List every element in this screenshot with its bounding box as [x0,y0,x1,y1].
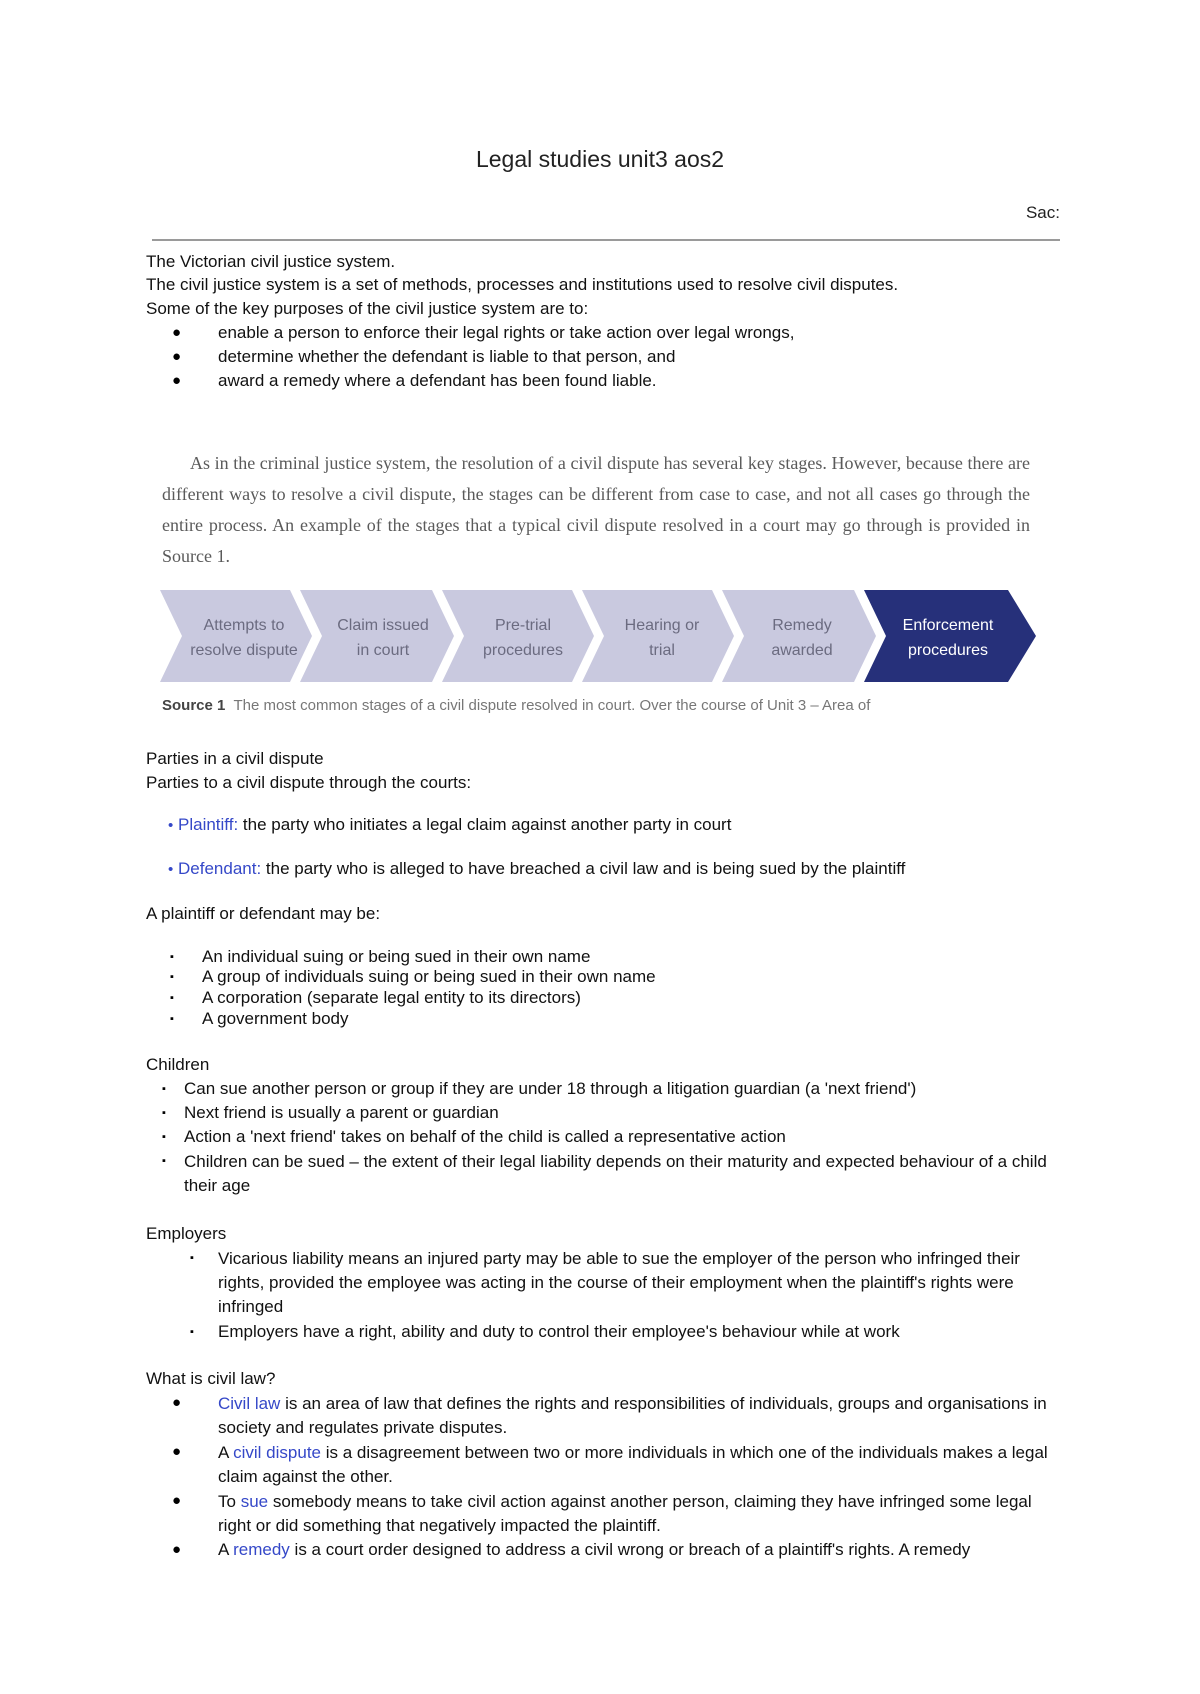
excerpt-paragraph: As in the criminal justice system, the resolution of a civil dispute has several key stages. However, because there are different ways to resolve a civil dispute, the stages can be different from case to case, and not all cases go through the entire process. An example of the stages that a typical civil dispute resolved in a court may go through is provided in Source 1. [162,453,1030,566]
stage-5-chevron [722,590,876,682]
bullet-square-icon: ▪ [170,1013,174,1025]
employers-item: Vicarious liability means an injured party may be able to sue the employer of the person who infringed their rights, provided the employee was acting in the course of their employment when the plaintiff's rights were infringed [218,1249,1020,1316]
purpose-item: award a remedy where a defendant has been found liable. [218,371,657,390]
civil-justice-definition: The civil justice system is a set of methods, processes and institutions used to resolve civil disputes. [146,275,899,294]
plaintiff-term: Plaintiff: [178,815,239,834]
bullet-dot-icon: • [168,861,174,878]
bullet-dot-icon: ● [172,1492,182,1509]
defendant-term: Defendant: [178,859,262,878]
parties-heading: Parties in a civil dispute [146,749,324,768]
bullet-square-icon: ▪ [162,1107,166,1119]
remedy-term: remedy [233,1540,290,1559]
party-type-item: A government body [202,1009,349,1028]
bullet-square-icon: ▪ [170,971,174,983]
party-type-item: A corporation (separate legal entity to its directors) [202,988,581,1007]
bullet-square-icon: ▪ [190,1252,194,1264]
children-item: Action a 'next friend' takes on behalf of the child is called a representative action [184,1127,786,1146]
bullet-dot-icon: ● [172,1541,182,1558]
bullet-dot-icon: ● [172,348,182,365]
purpose-item: enable a person to enforce their legal rights or take action over legal wrongs, [218,323,795,342]
civil-dispute-item [218,1441,1064,1489]
employers-item: Employers have a right, ability and duty to control their employee's behaviour while at work [218,1322,900,1341]
stage-3-label-a: Pre-trial [494,617,552,634]
stage-6-label-a: Enforcement [902,617,994,634]
stage-1-label-b: resolve dispute [190,642,298,659]
stage-4 [582,590,734,682]
defendant-item [168,858,905,881]
purposes-intro: Some of the key purposes of the civil justice system are to: [146,299,589,318]
stage-1 [160,590,312,682]
bullet-dot-icon: ● [172,1394,182,1411]
bullet-square-icon: ▪ [170,992,174,1004]
stage-6 [864,590,1036,682]
party-type-item: An individual suing or being sued in their own name [202,947,591,966]
textbook-excerpt [162,448,1030,572]
stage-6-label-b: procedures [907,642,989,659]
stage-4-label-b: trial [649,642,675,659]
bullet-dot-icon: • [168,817,174,834]
item-rest: is a disagreement between two or more individuals in which one of the individuals makes a legal claim against the other. [218,1443,1048,1486]
stage-3-label-b: procedures [482,642,564,659]
item-prefix: To [218,1492,241,1511]
stage-2-label-a: Claim issued [337,617,429,634]
sue-item [218,1490,1064,1538]
item-rest: somebody means to take civil action against another person, claiming they have infringed some legal right or did something that negatively impacted the plaintiff. [218,1492,1032,1535]
stage-6-chevron [864,590,1036,682]
item-rest: is an area of law that defines the rights and responsibilities of individuals, groups and organisations in society and regulates private disputes. [218,1394,1047,1437]
stage-4-label-a: Hearing or [624,617,700,634]
bullet-square-icon: ▪ [190,1326,194,1338]
bullet-square-icon: ▪ [162,1131,166,1143]
document-title: Legal studies unit3 aos2 [475,146,725,172]
civil-law-item [218,1392,1064,1440]
header-divider [152,239,1060,241]
plaintiff-item [168,814,731,837]
stage-4-chevron [582,590,734,682]
caption-label: Source 1 [162,697,226,714]
source-caption [162,697,870,714]
party-types-intro: A plaintiff or defendant may be: [146,904,381,923]
remedy-item [218,1539,970,1561]
bullet-square-icon: ▪ [162,1155,166,1167]
children-item: Can sue another person or group if they are under 18 through a litigation guardian (a 'next friend') [184,1079,917,1098]
sue-term: sue [240,1492,269,1511]
sac-label: Sac: [1025,203,1060,222]
stage-2-chevron [300,590,454,682]
stage-5 [722,590,876,682]
stage-5-label-a: Remedy [772,617,832,634]
bullet-square-icon: ▪ [162,1083,166,1095]
civil-law-term: Civil law [218,1394,281,1413]
stage-3-chevron [442,590,594,682]
bullet-dot-icon: ● [172,1443,182,1460]
caption-text: The most common stages of a civil dispute resolved in court. Over the course of Unit 3 – Area of [233,697,871,714]
stage-1-chevron [160,590,312,682]
party-type-item: A group of individuals suing or being sued in their own name [202,967,656,986]
plaintiff-definition: the party who initiates a legal claim against another party in court [238,815,732,834]
item-prefix: A [218,1540,234,1559]
item-prefix: A [218,1443,234,1462]
employers-heading: Employers [146,1224,227,1243]
stage-1-label-a: Attempts to [203,617,285,634]
bullet-dot-icon: ● [172,324,182,341]
children-item: Next friend is usually a parent or guardian [184,1103,499,1122]
stage-2-label-b: in court [356,642,410,659]
item-rest: is a court order designed to address a civil wrong or breach of a plaintiff's rights. A remedy [289,1540,971,1559]
stage-2 [300,590,454,682]
children-heading: Children [146,1055,210,1074]
stage-5-label-b: awarded [771,642,833,659]
parties-intro: Parties to a civil dispute through the courts: [146,773,472,792]
stages-diagram [160,590,1040,682]
stage-3 [442,590,594,682]
civil-dispute-term: civil dispute [233,1443,321,1462]
defendant-definition: the party who is alleged to have breached a civil law and is being sued by the plaintiff [261,859,906,878]
bullet-dot-icon: ● [172,372,182,389]
civil-law-heading: What is civil law? [146,1369,276,1388]
children-item: Children can be sued – the extent of their legal liability depends on their maturity and expected behaviour of a child their age [184,1152,1047,1195]
civil-justice-heading: The Victorian civil justice system. [146,252,396,271]
bullet-square-icon: ▪ [170,951,174,963]
purpose-item: determine whether the defendant is liable to that person, and [218,347,676,366]
